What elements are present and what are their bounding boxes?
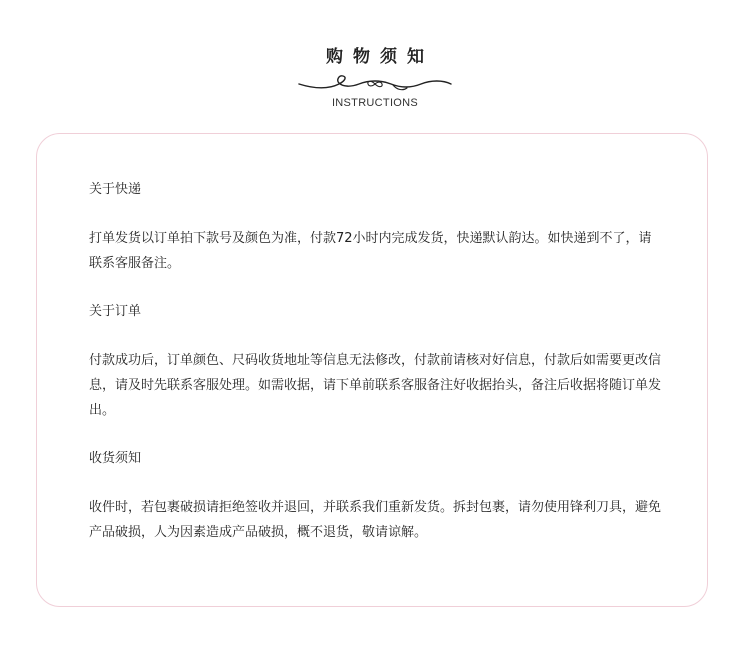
page-subtitle: INSTRUCTIONS [331, 97, 419, 109]
flourish-divider-icon [297, 72, 453, 96]
section-body-receipt: 收件时，若包裹破损请拒绝签收并退回，并联系我们重新发货。拆封包裹，请勿使用锋利刀具，避免产品破损，人为因素造成产品破损，概不退货，敬请谅解。 [89, 500, 662, 540]
section-heading-receipt: 收货须知 [89, 451, 142, 466]
page-title: 购物须知 [326, 47, 434, 67]
section-heading-order: 关于订单 [89, 304, 142, 319]
instructions-card [36, 133, 708, 607]
section-body-express: 打单发货以订单拍下款号及颜色为准，付款72小时内完成发货，快递默认韵达。如快递到不了，请联系客服备注。 [89, 231, 652, 271]
section-heading-express: 关于快递 [89, 182, 142, 197]
section-body-order: 付款成功后，订单颜色、尺码收货地址等信息无法修改，付款前请核对好信息，付款后如需要更改信息，请及时先联系客服处理。如需收据，请下单前联系客服备注好收据抬头，备注后收据将随订单发出。 [89, 353, 662, 418]
instructions-content [89, 178, 661, 545]
page-header [0, 0, 750, 130]
